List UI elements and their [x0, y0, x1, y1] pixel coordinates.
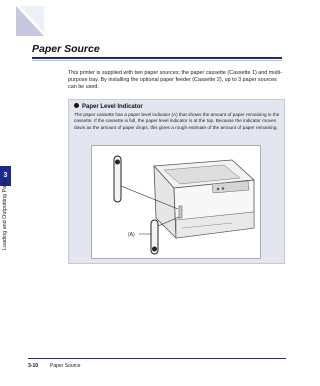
box-heading-text: Paper Level Indicator [82, 104, 143, 110]
box-heading [74, 103, 143, 110]
intro-paragraph: This printer is supplied with two paper sources: the paper cassette (Cassette 1) and multi-purpose tray. By installing the optional paper feeder (Cassette 2), up to 3 paper sources can be used. [68, 70, 282, 91]
box-text: The paper cassette has a paper level indicator (A) that shows the amount of paper remaining in the cassette. If the cassette is full, the paper level indicator is at the top. Because the indicator moves down as the amount of paper drops, this gives a rough estimate of the amount of paper remaining. [74, 112, 280, 130]
corner-tab-icon [16, 6, 44, 36]
title-rule [32, 57, 282, 59]
page-title: Paper Source [32, 43, 100, 55]
footer-rule [28, 358, 286, 359]
chapter-tab: 3 [0, 166, 11, 186]
footer-page-number: 3-10 [28, 363, 39, 369]
title-rule-thin [32, 60, 282, 61]
info-box [68, 99, 285, 264]
callout-label: (A) [128, 232, 135, 238]
printer-illustration [91, 145, 261, 259]
chapter-label: Loading and Outputting Paper [2, 178, 8, 250]
footer-section-title: Paper Source [50, 363, 81, 369]
bullet-icon [74, 103, 79, 108]
